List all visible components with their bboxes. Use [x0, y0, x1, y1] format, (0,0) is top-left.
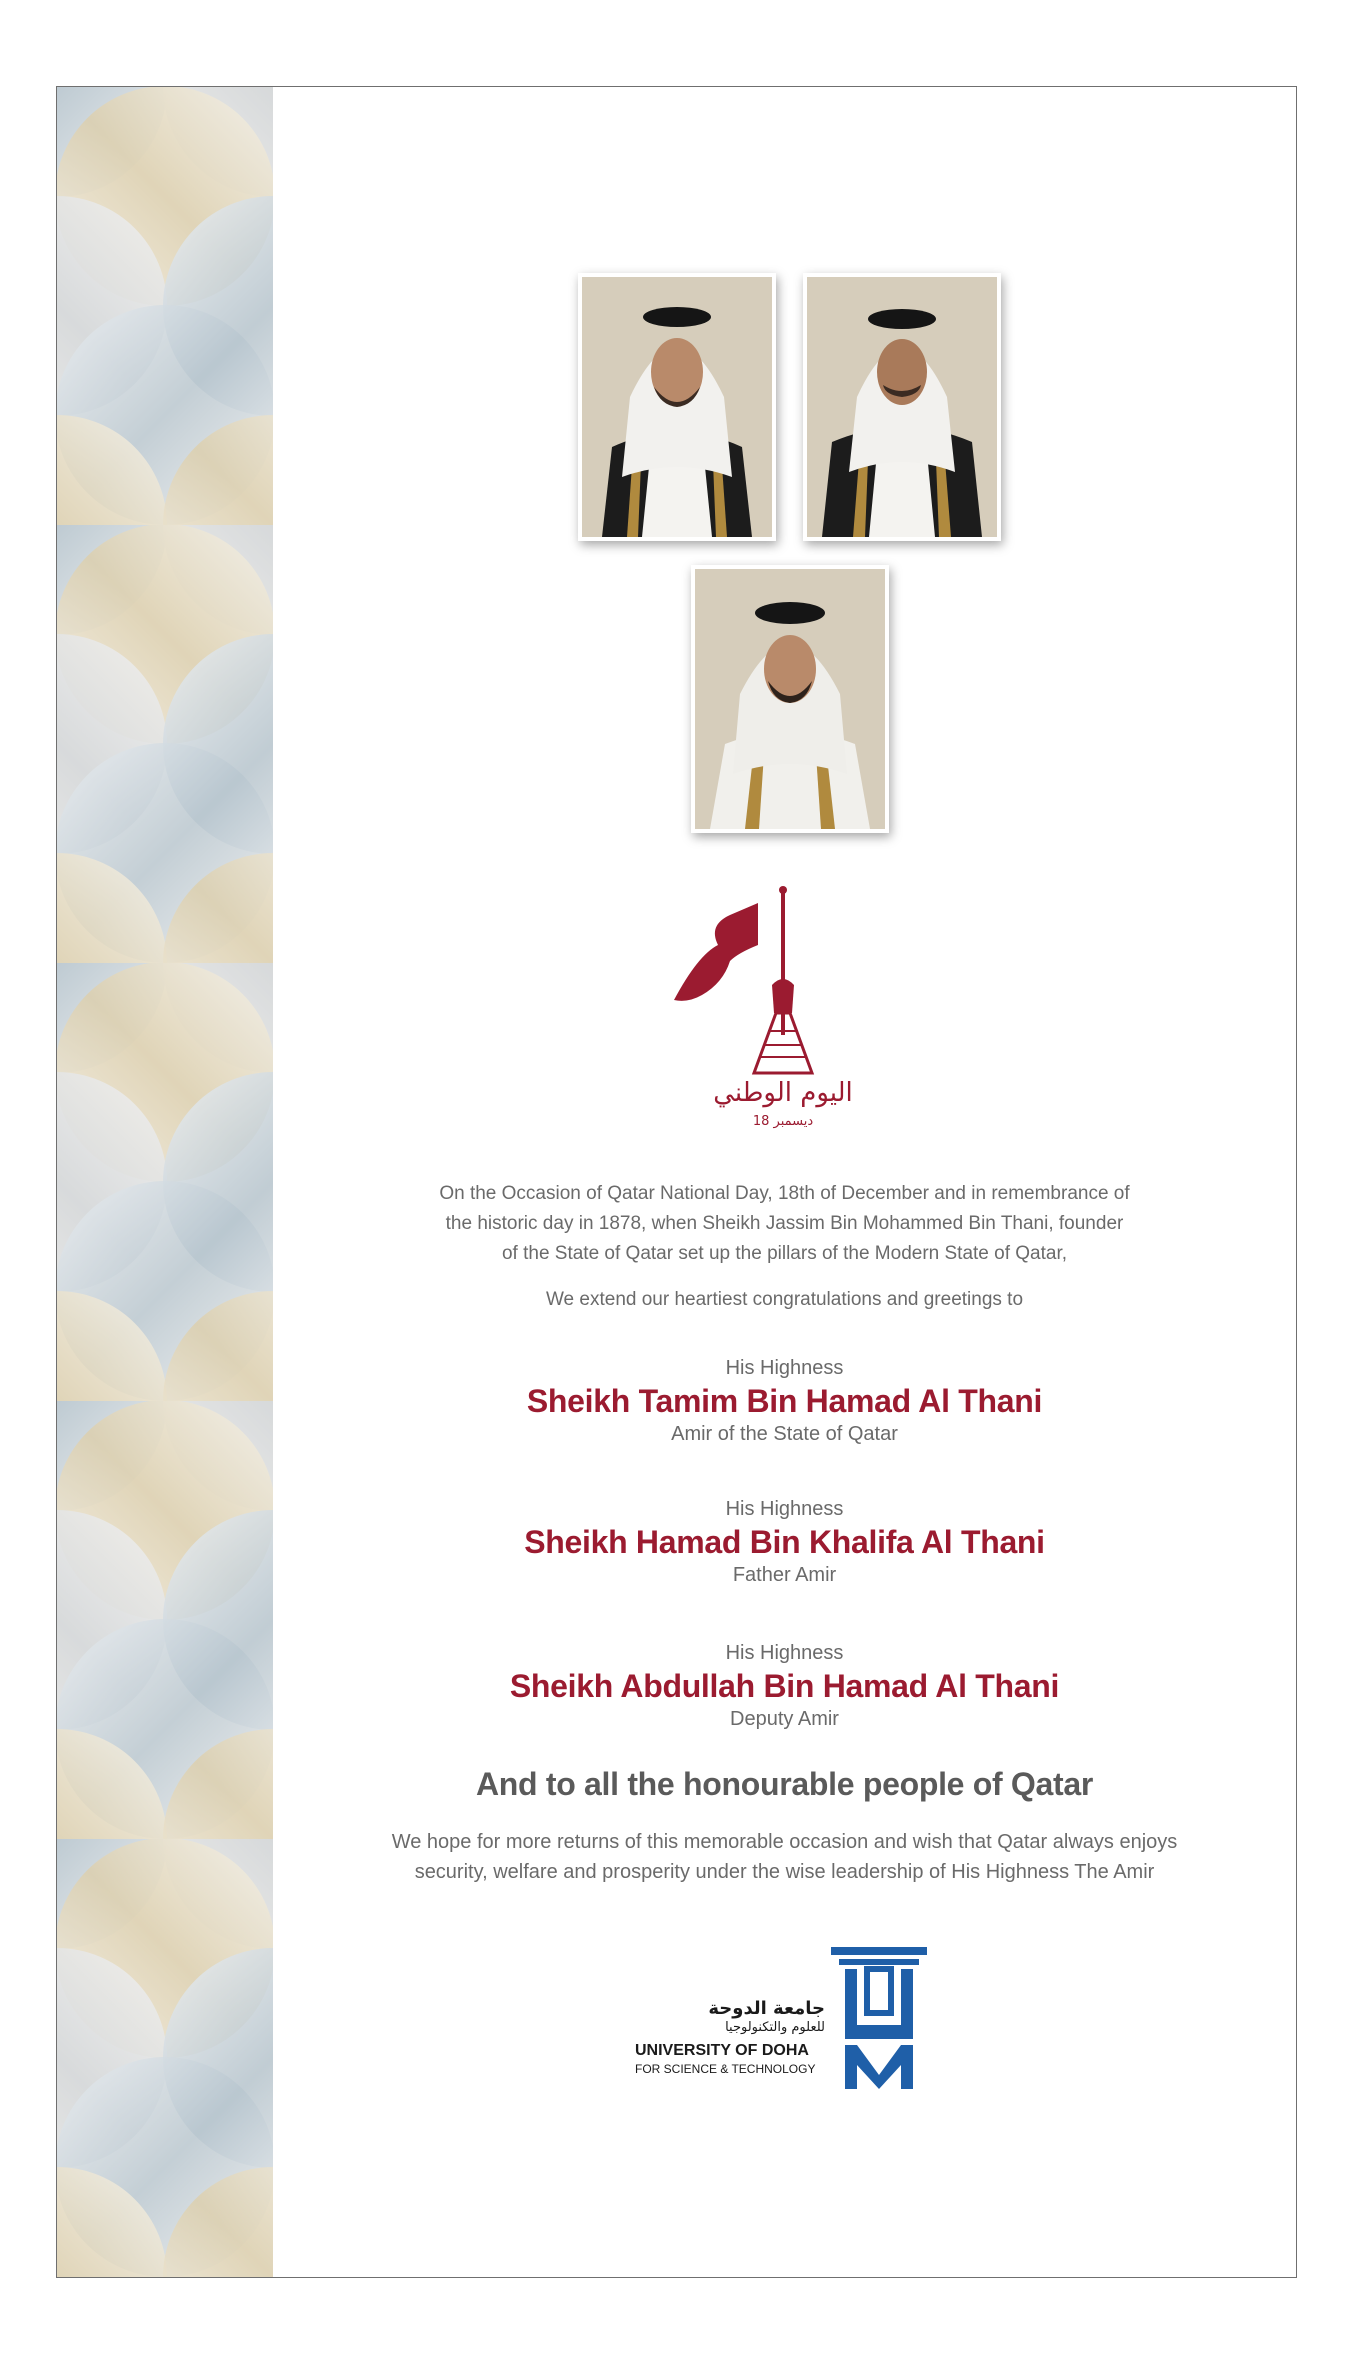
greeting-line: We extend our heartiest congratulations and greetings to: [545, 1289, 1024, 1310]
svg-text:18 ديسمبر: 18 ديسمبر: [752, 1114, 814, 1129]
university-english-name: UNIVERSITY OF DOHA: [635, 2042, 809, 2059]
portrait-figure-icon: [807, 277, 997, 537]
national-day-logo: [668, 885, 853, 1135]
honoree-prefix: His Highness: [725, 1642, 844, 1664]
intro-line: the historic day in 1878, when Sheikh Jassim Bin Mohammed Bin Thani, founder: [445, 1213, 1124, 1234]
closing-line: We hope for more returns of this memorable occasion and wish that Qatar always enjoys: [391, 1831, 1178, 1853]
closing-line: security, welfare and prosperity under the wise leadership of His Highness The Amir: [414, 1861, 1155, 1883]
svg-text:اليوم الوطني: اليوم الوطني: [713, 1078, 853, 1108]
university-arabic-subtitle: للعلوم والتكنولوجيا: [725, 2020, 825, 2035]
honoree-prefix: His Highness: [725, 1357, 844, 1379]
honoree-title: Deputy Amir: [730, 1708, 839, 1730]
closing-paragraph: [273, 1827, 1296, 1887]
honoree-block: [273, 1355, 1296, 1447]
university-english-subtitle: FOR SCIENCE & TECHNOLOGY: [635, 2062, 816, 2076]
university-wordmark: [635, 1999, 825, 2077]
content-area: [273, 87, 1296, 2277]
portrait-figure-icon: [582, 277, 772, 537]
university-arabic-name: جامعة الدوحة: [708, 1998, 825, 2019]
honoree-name: Sheikh Hamad Bin Khalifa Al Thani: [524, 1524, 1045, 1560]
decorative-pattern: [57, 87, 273, 2277]
udst-emblem-icon: [831, 1947, 927, 2089]
honoree-title: Amir of the State of Qatar: [671, 1423, 898, 1445]
greeting-card: [56, 86, 1297, 2278]
intro-line: On the Occasion of Qatar National Day, 18th of December and in remembrance of: [439, 1183, 1130, 1204]
intro-paragraph: [273, 1179, 1296, 1269]
honoree-block: [273, 1640, 1296, 1732]
university-logo: [635, 1947, 955, 2092]
honoree-name: Sheikh Abdullah Bin Hamad Al Thani: [509, 1668, 1060, 1704]
closing-heading: And to all the honourable people of Qatar: [475, 1766, 1094, 1802]
portrait-figure-icon: [695, 569, 885, 829]
honoree-name: Sheikh Tamim Bin Hamad Al Thani: [526, 1383, 1043, 1419]
honoree-block: [273, 1496, 1296, 1588]
flag-icon: [674, 903, 758, 1001]
intro-line: of the State of Qatar set up the pillars of the Modern State of Qatar,: [501, 1243, 1068, 1264]
portrait-amir: [578, 273, 776, 541]
honoree-prefix: His Highness: [725, 1498, 844, 1520]
portrait-father-amir: [803, 273, 1001, 541]
honoree-title: Father Amir: [732, 1564, 837, 1586]
portrait-deputy-amir: [691, 565, 889, 833]
hand-icon: [772, 979, 794, 1013]
